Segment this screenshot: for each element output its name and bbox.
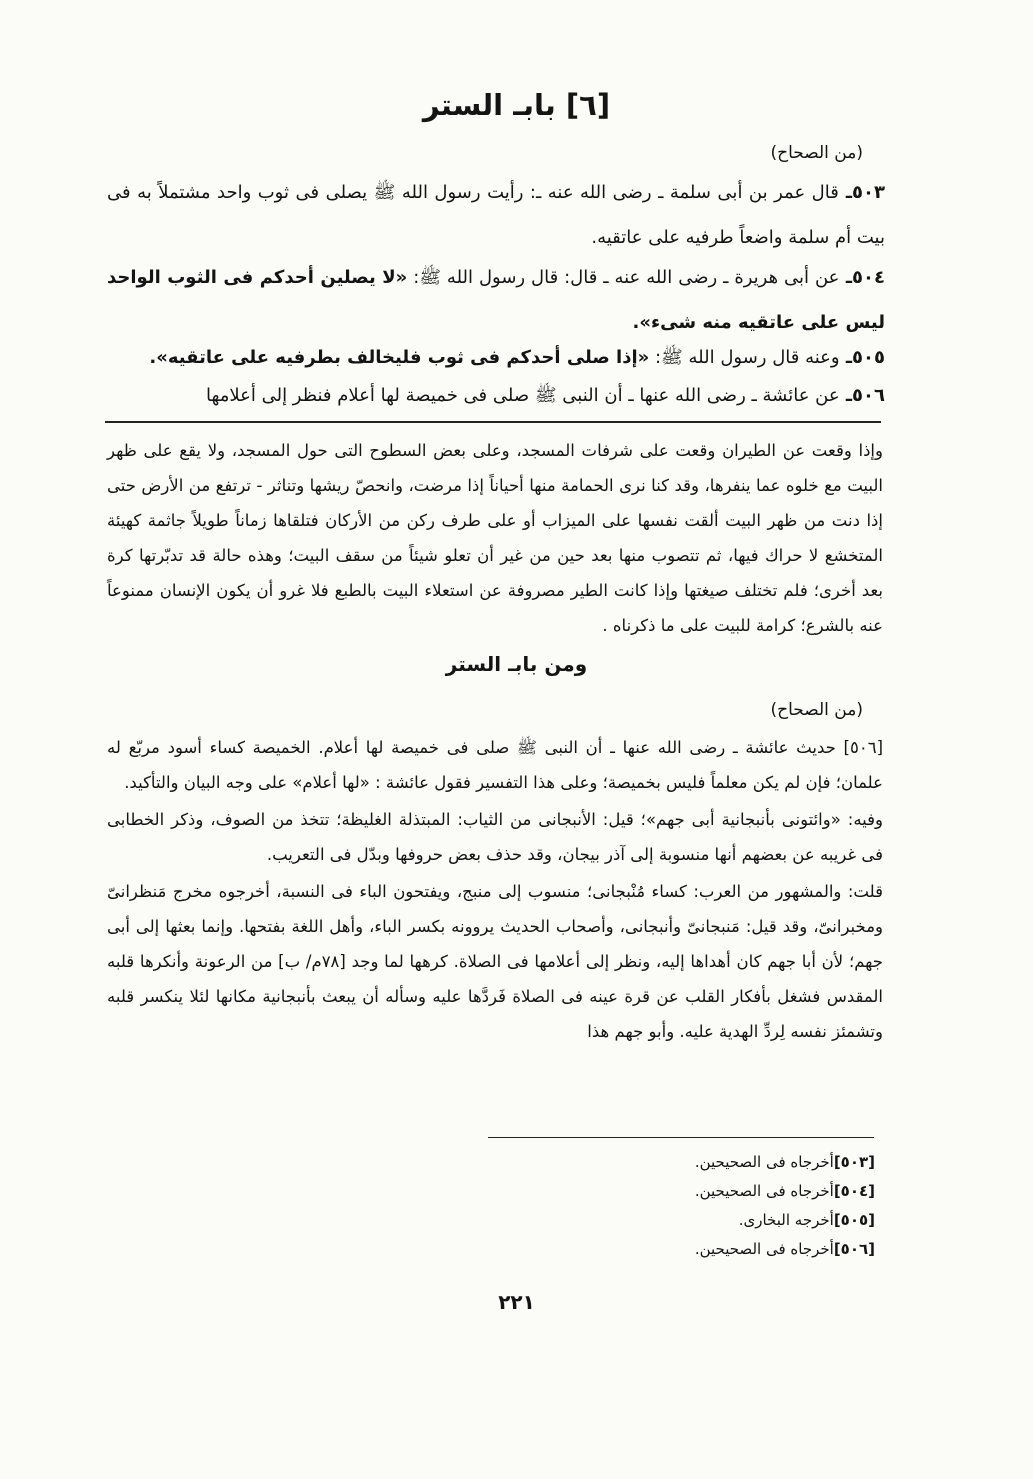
commentary-paragraph: قلت: والمشهور من العرب: كساء مُنْبجانى؛ منسوب إلى منبج، ويفتحون الباء فى النسبة، أخرجوه مخرج مَنظرانىّ ومخبرانىّ، وقد قيل: مَنبجانىّ وأنبجانى، وأصحاب الحديث يروونه بكسر الباء، وأهل اللغة بفتحها. وإنما بعثها إلى أبى جهم؛ لأن أبا جهم كان أهداها إليه، ونظر إلى أعلامها فى الصلاة. كرهها لما وجد [٧٨م/ ب] من الرعونة وأنكرها قلبه المقدس فشغل بأفكار القلب عن قرة عينه فى الصلاة فَردَّها عليه وسأله أن يبعث بأنبجانية مكانها لئلا ينكسر قلبه وتشمئز نفسه لِردِّ الهدية عليه. وأبو جهم هذا <box>107 882 883 1041</box>
commentary-body <box>107 730 883 1049</box>
hadith-number: ٥٠٦ <box>852 385 885 406</box>
hadith-quote: «إذا صلى أحدكم فى ثوب فليخالف بطرفيه على عاتقيه». <box>149 347 650 368</box>
chapter-heading: [٦] بابـ الستر <box>422 88 611 122</box>
hadith-504: ٥٠٤ـ عن أبى هريرة ـ رضى الله عنه ـ قال: قال رسول الله ﷺ: «لا يصلين أحدكم فى الثوب الواحد ليس على عاتقيه منه شىء». <box>107 267 886 333</box>
footnote: [٥٠٥]أخرجه البخارى. <box>738 1211 875 1229</box>
hadith-text: وعنه قال رسول الله ﷺ: <box>649 347 840 368</box>
hadith-number: ٥٠٥ <box>852 347 885 368</box>
hadith-503: ٥٠٣ـ قال عمر بن أبى سلمة ـ رضى الله عنه ـ: رأيت رسول الله ﷺ يصلى فى ثوب واحد مشتملاً به فى بيت أم سلمة واضعاً طرفيه على عاتقيه. <box>107 182 885 248</box>
footnote: [٥٠٤]أخرجاه فى الصحيحين. <box>694 1182 875 1200</box>
commentary-paragraph: [٥٠٦] حديث عائشة ـ رضى الله عنها ـ أن النبى ﷺ صلى فى خميصة لها أعلام. الخميصة كساء أسود مربّع له علمان؛ فإن لم يكن معلماً فليس بخميصة؛ وعلى هذا التفسير فقول عائشة : «لها أعلام» على وجه البيان والتأكيد. <box>107 738 883 792</box>
section-label-2: (من الصحاح) <box>770 700 863 720</box>
hadith-text: قال عمر بن أبى سلمة ـ رضى الله عنه ـ: رأيت رسول الله ﷺ يصلى فى ثوب واحد مشتملاً به فى بيت أم سلمة واضعاً طرفيه على عاتقيه. <box>107 182 885 248</box>
commentary-paragraph: وفيه: «وائتونى بأنبجانية أبى جهم»؛ قيل: الأنبجانى من الثياب: المبتذلة الغليظة؛ تتخذ من الصوف، وذكر الخطابى فى غريبه عن بعضهم أنها منسوبة إلى آذر بيجان، وقد حذف بعض حروفها وبدّل فى التعريب. <box>107 810 883 864</box>
section-label: (من الصحاح) <box>770 143 863 163</box>
footnote-divider <box>488 1137 874 1138</box>
hadith-number: ٥٠٤ <box>852 267 886 288</box>
footnote: [٥٠٣]أخرجاه فى الصحيحين. <box>694 1153 875 1171</box>
hadith-text: عن أبى هريرة ـ رضى الله عنه ـ قال: قال رسول الله ﷺ: <box>407 267 840 288</box>
section-subheading: ومن بابـ الستر <box>445 652 588 676</box>
hadith-number: ٥٠٣ <box>852 182 885 203</box>
commentary-top: وإذا وقعت عن الطيران وقعت على شرفات المسجد، وعلى بعض السطوح التى حول المسجد، ولا يقع على ظهر البيت مع خلوه عما ينفرها، وقد كنا نرى الحمامة منها أحياناً إذا مرضت، وانحصّ ريشها وتناثر - ترتفع من الأرض حتى إذا دنت من ظهر البيت ألقت نفسها على الميزاب أو على طرف ركن من الأركان فتلقاها زماناً طويلاً جاثمة كهيئة المتخشع لا حراك فيها، ثم تتصوب منها بعد حين من غير أن تعلو شيئاً من سقف البيت؛ وهذه حالة قد تدبّرتها كرة بعد أخرى؛ فلم تختلف صيغتها وإذا كانت الطير مصروفة عن استعلاء البيت بالطبع فلا غرو أن يكون الإنسان ممنوعاً عنه بالشرع؛ كرامة للبيت على ما ذكرناه . <box>107 441 883 635</box>
hadith-quote: «لا يصلين أحدكم فى الثوب الواحد ليس على عاتقيه منه شىء». <box>107 267 885 333</box>
hadith-505: ٥٠٥ـ وعنه قال رسول الله ﷺ: «إذا صلى أحدكم فى ثوب فليخالف بطرفيه على عاتقيه». <box>149 347 885 368</box>
hadith-text: عن عائشة ـ رضى الله عنها ـ أن النبى ﷺ صلى فى خميصة لها أعلام فنظر إلى أعلامها <box>205 385 840 406</box>
page-number: ٢٢١ <box>498 1290 535 1314</box>
footnote: [٥٠٦]أخرجاه فى الصحيحين. <box>694 1240 875 1258</box>
text-divider <box>105 421 881 423</box>
hadith-506: ٥٠٦ـ عن عائشة ـ رضى الله عنها ـ أن النبى ﷺ صلى فى خميصة لها أعلام فنظر إلى أعلامها <box>205 385 885 406</box>
